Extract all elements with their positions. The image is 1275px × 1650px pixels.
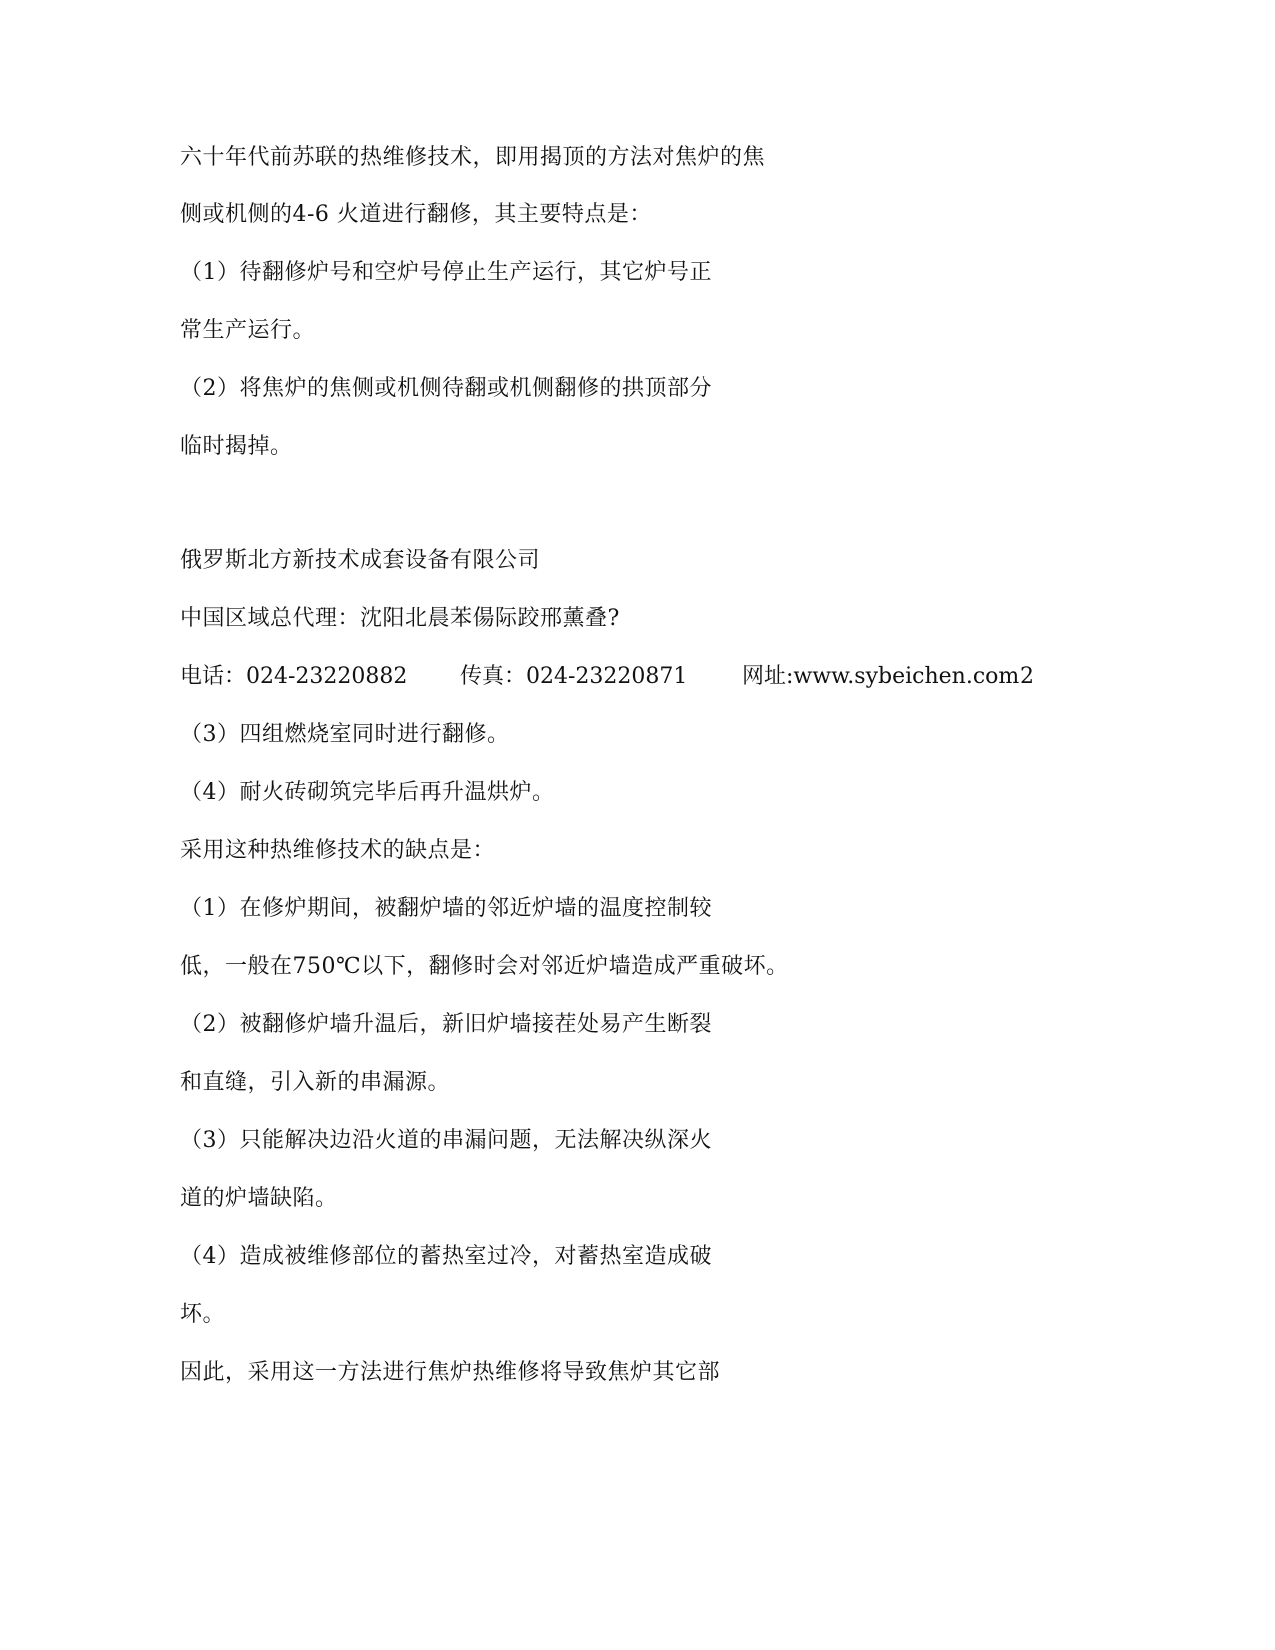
paragraph-line: 侧或机侧的4-6 火道进行翻修，其主要特点是： — [180, 202, 652, 227]
paragraph-line: （3）只能解决边沿火道的串漏问题，无法解决纵深火 — [180, 1128, 712, 1153]
paragraph-line: 低，一般在750℃以下，翻修时会对邻近炉墙造成严重破坏。 — [180, 954, 789, 979]
paragraph-line: （4）造成被维修部位的蓄热室过冷，对蓄热室造成破 — [180, 1244, 712, 1269]
paragraph-line: （4）耐火砖砌筑完毕后再升温烘炉。 — [180, 780, 555, 805]
paragraph-line: （2）被翻修炉墙升温后，新旧炉墙接茬处易产生断裂 — [180, 1012, 712, 1037]
paragraph-line: （3）四组燃烧室同时进行翻修。 — [180, 722, 510, 747]
fax-text: 传真：024-23220871 — [460, 664, 688, 689]
paragraph-line: 道的炉墙缺陷。 — [180, 1186, 338, 1211]
company-agent: 中国区域总代理：沈阳北晨苯偒际跤邢薰叠? — [180, 606, 620, 631]
paragraph-line: 因此，采用这一方法进行焦炉热维修将导致焦炉其它部 — [180, 1360, 721, 1385]
website-text: 网址:www.sybeichen.com — [742, 664, 1020, 689]
paragraph-line: （1）在修炉期间，被翻炉墙的邻近炉墙的温度控制较 — [180, 896, 712, 921]
paragraph-line: 六十年代前苏联的热维修技术，即用揭顶的方法对焦炉的焦 — [180, 145, 766, 170]
paragraph-line: 常生产运行。 — [180, 318, 316, 343]
paragraph-line: （2）将焦炉的焦侧或机侧待翻或机侧翻修的拱顶部分 — [180, 376, 712, 401]
paragraph-line: 坏。 — [180, 1302, 226, 1327]
page-number: 2 — [1020, 664, 1034, 689]
company-name: 俄罗斯北方新技术成套设备有限公司 — [180, 548, 541, 573]
paragraph-line: （1）待翻修炉号和空炉号停止生产运行，其它炉号正 — [180, 260, 712, 285]
phone-text: 电话：024-23220882 — [180, 664, 408, 689]
paragraph-line: 临时揭掉。 — [180, 434, 293, 459]
paragraph-line: 采用这种热维修技术的缺点是： — [180, 838, 496, 863]
paragraph-line: 和直缝，引入新的串漏源。 — [180, 1070, 451, 1095]
